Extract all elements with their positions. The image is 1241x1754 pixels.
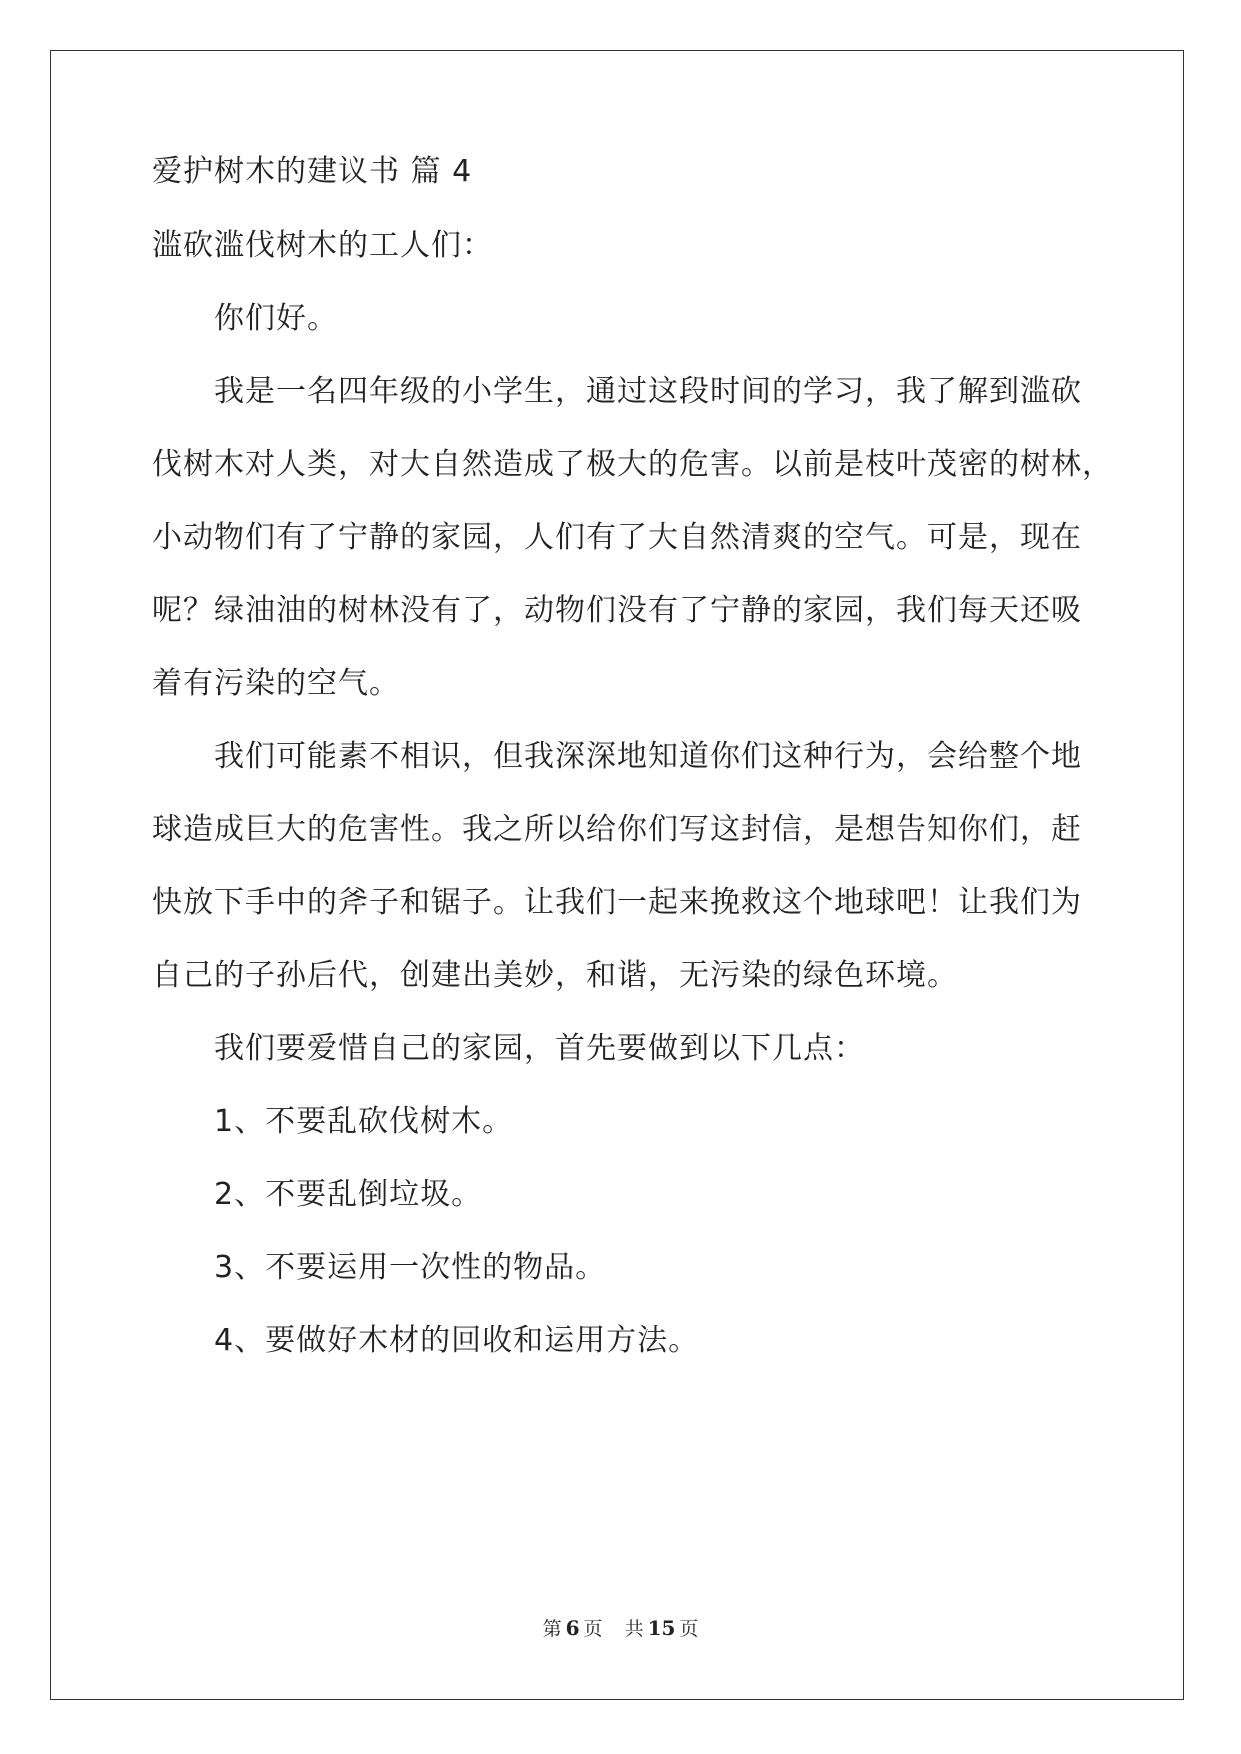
paragraph-1-line: 小动物们有了宁静的家园，人们有了大自然清爽的空气。可是，现在 <box>152 520 1082 555</box>
total-suffix: 页 <box>679 1618 699 1640</box>
total-pages <box>621 1618 703 1640</box>
list-item: 1、不要乱砍伐树木。 <box>214 1104 514 1139</box>
page-suffix: 页 <box>583 1618 603 1640</box>
paragraph-1-line: 伐树木对人类，对大自然造成了极大的危害。以前是枝叶茂密的树林， <box>152 447 1113 482</box>
page-border <box>50 50 1184 1700</box>
paragraph-1-line: 我是一名四年级的小学生，通过这段时间的学习，我了解到滥砍 <box>214 374 1082 409</box>
paragraph-2-line: 快放下手中的斧子和锯子。让我们一起来挽救这个地球吧！让我们为 <box>152 885 1082 920</box>
paragraph-3: 我们要爱惜自己的家园，首先要做到以下几点： <box>214 1031 865 1066</box>
page-footer <box>0 1614 1241 1641</box>
list-item: 3、不要运用一次性的物品。 <box>214 1250 607 1285</box>
total-count: 15 <box>647 1616 676 1640</box>
paragraph-2-line: 自己的子孙后代，创建出美妙，和谐，无污染的绿色环境。 <box>152 958 958 993</box>
paragraph-2-line: 球造成巨大的危害性。我之所以给你们写这封信，是想告知你们，赶 <box>152 812 1082 847</box>
current-page: 6 <box>565 1616 580 1640</box>
total-prefix: 共 <box>624 1618 644 1640</box>
salutation: 滥砍滥伐树木的工人们： <box>152 228 493 263</box>
greeting: 你们好。 <box>214 301 338 336</box>
paragraph-1-line: 着有污染的空气。 <box>152 666 400 701</box>
paragraph-2-line: 我们可能素不相识，但我深深地知道你们这种行为，会给整个地 <box>214 739 1082 774</box>
page-number <box>539 1618 607 1640</box>
page-prefix: 第 <box>542 1618 562 1640</box>
list-item: 4、要做好木材的回收和运用方法。 <box>214 1323 700 1358</box>
paragraph-1-line: 呢？绿油油的树林没有了，动物们没有了宁静的家园，我们每天还吸 <box>152 593 1082 628</box>
document-title: 爱护树木的建议书 篇 4 <box>152 154 473 189</box>
list-item: 2、不要乱倒垃圾。 <box>214 1177 483 1212</box>
